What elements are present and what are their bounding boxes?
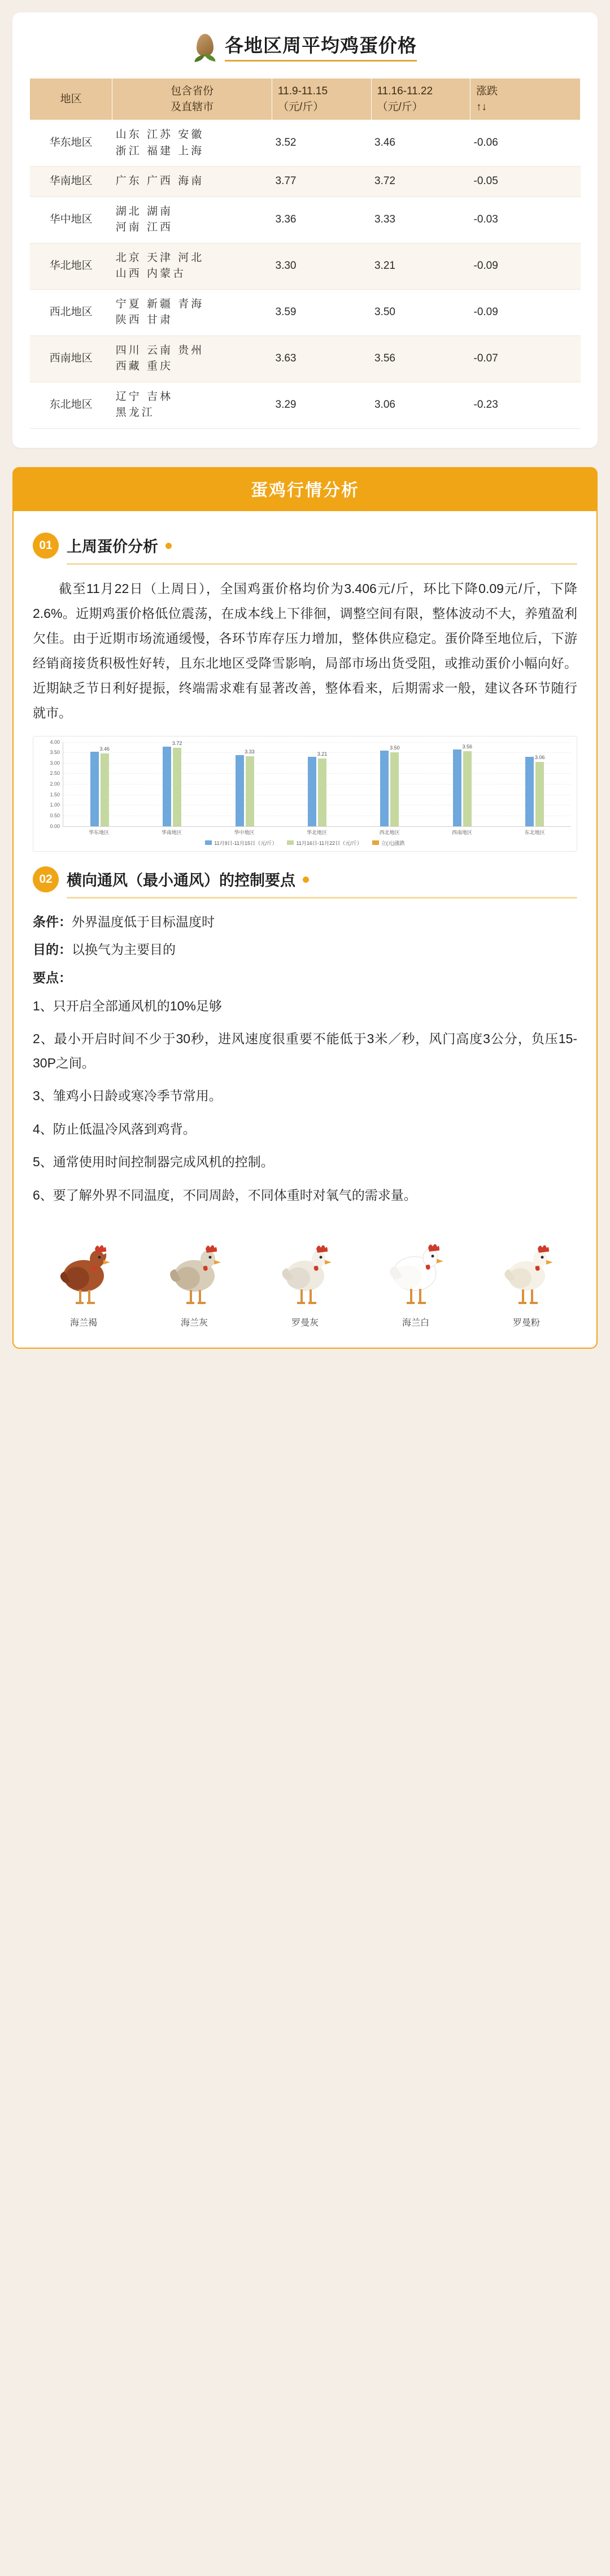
- price-table-card: [12, 12, 598, 448]
- cell-provinces-line2: 西藏 重庆: [115, 360, 173, 373]
- y-tick-label: 0.00: [50, 823, 60, 829]
- section-banner-wrap: [12, 467, 598, 511]
- chart-bar: [453, 749, 461, 826]
- chart-x-label: 华北地区: [307, 829, 328, 835]
- y-tick-label: 3.50: [50, 749, 60, 756]
- cell-price-week2: 3.72: [371, 167, 470, 197]
- points-list: [33, 994, 577, 1208]
- block-title: 上周蛋价分析: [67, 534, 175, 556]
- block-heading-01: [33, 533, 577, 559]
- y-tick-label: 4.00: [50, 739, 60, 745]
- purpose-key: 目的：: [33, 942, 72, 957]
- cell-provinces-line1: 广东 广西 海南: [115, 175, 204, 188]
- chicken-roman-pink-icon: [493, 1232, 560, 1311]
- y-tick-label: 2.00: [50, 781, 60, 787]
- list-item: 5、通常使用时间控制器完成风机的控制。: [33, 1154, 274, 1170]
- breed-name: 海兰白: [402, 1318, 429, 1328]
- cell-price-week1: 3.63: [272, 335, 372, 382]
- cell-provinces-line1: 辽宁 吉林: [115, 390, 173, 403]
- cell-change: -0.23: [470, 382, 581, 428]
- cell-provinces-line1: 山东 江苏 安徽: [115, 129, 204, 141]
- chart-bar-group: [354, 742, 426, 826]
- condition-line: [33, 910, 577, 935]
- list-item: 4、防止低温冷风落到鸡背。: [33, 1121, 196, 1136]
- legend-item: [205, 839, 277, 847]
- cell-change: -0.03: [470, 197, 581, 243]
- col-header-week1-unit: （元/斤）: [278, 101, 324, 113]
- analysis-card: [12, 511, 598, 1349]
- cell-change: -0.06: [470, 120, 581, 167]
- table-row: [30, 243, 581, 289]
- cell-price-week2: 3.33: [371, 197, 470, 243]
- y-tick-label: 1.00: [50, 802, 60, 808]
- chart-bar: [534, 754, 545, 826]
- price-table: [29, 78, 581, 429]
- chicken-icon: [35, 1226, 132, 1311]
- cell-provinces: [112, 243, 272, 289]
- chart-legend: [39, 839, 571, 848]
- list-item: 3、雏鸡小日龄或寒冷季节常用。: [33, 1088, 222, 1104]
- breed-name: 罗曼粉: [512, 1318, 540, 1328]
- cell-change: -0.05: [470, 167, 581, 197]
- chart-bar: [172, 740, 182, 826]
- table-row: [30, 289, 581, 335]
- cell-region: 东北地区: [30, 382, 112, 428]
- breed-item: [35, 1226, 132, 1328]
- block-number-badge: 01: [33, 533, 59, 559]
- chart-bar-group: [63, 742, 136, 826]
- condition-key: 条件：: [33, 914, 72, 929]
- y-tick-label: 1.50: [50, 791, 60, 797]
- cell-change: -0.09: [470, 243, 581, 289]
- chart-x-label: 西南地区: [452, 829, 473, 835]
- cell-price-week2: 3.21: [371, 243, 470, 289]
- breed-gallery: [33, 1226, 577, 1328]
- y-tick-label: 3.00: [50, 760, 60, 766]
- egg-icon: [193, 33, 217, 63]
- chart-bar-group: [136, 742, 208, 826]
- chicken-roman-grey-icon: [271, 1232, 339, 1311]
- chart-bar-value: 3.21: [317, 751, 328, 757]
- chart-x-label: 东北地区: [524, 829, 545, 835]
- page-root: [0, 12, 610, 2576]
- col-header-provinces-line1: 包含省份: [171, 85, 214, 97]
- chart-x-label: 华南地区: [161, 829, 182, 835]
- page-title-row: [29, 27, 581, 78]
- chicken-hyline-white-icon: [382, 1232, 450, 1311]
- chart-bar: [317, 751, 328, 826]
- cell-provinces-line1: 四川 云南 贵州: [115, 344, 204, 356]
- cell-price-week2: 3.46: [371, 120, 470, 167]
- cell-region: 华北地区: [30, 243, 112, 289]
- chart-bar: [380, 751, 389, 826]
- legend-item: [287, 839, 361, 847]
- table-row: [30, 382, 581, 428]
- chart-bar: [525, 757, 534, 826]
- chart-bar: [236, 755, 244, 826]
- page-title: 各地区周平均鸡蛋价格: [225, 34, 417, 62]
- chart-x-labels: [63, 829, 571, 836]
- chart-x-label: 华东地区: [89, 829, 110, 835]
- points-key: 要点：: [33, 970, 72, 985]
- purpose-value: 以换气为主要目的: [72, 942, 176, 957]
- chart-x-label: 华中地区: [234, 829, 255, 835]
- cell-provinces-line1: 北京 天津 河北: [115, 251, 204, 264]
- list-item: 1、只开启全部通风机的10%足够: [33, 998, 222, 1013]
- cell-provinces-line2: 山西 内蒙古: [115, 268, 186, 280]
- breed-item: [478, 1226, 575, 1328]
- chicken-icon: [146, 1226, 243, 1311]
- chicken-hyline-brown-icon: [50, 1232, 117, 1311]
- y-tick-label: 0.50: [50, 812, 60, 818]
- section-banner: 蛋鸡行情分析: [12, 467, 598, 511]
- breed-item: [146, 1226, 243, 1328]
- table-row: [30, 167, 581, 197]
- chart-bar-group: [281, 742, 353, 826]
- cell-region: 华东地区: [30, 120, 112, 167]
- cell-change: -0.07: [470, 335, 581, 382]
- block-heading-02: [33, 866, 577, 892]
- block-title: 横向通风（最小通风）的控制要点: [67, 868, 312, 890]
- chart-bar-value: 3.33: [245, 748, 255, 755]
- cell-region: 华南地区: [30, 167, 112, 197]
- col-header-week1: [272, 79, 372, 120]
- cell-price-week1: 3.59: [272, 289, 372, 335]
- chart-plot-area: [50, 739, 571, 829]
- cell-provinces: [112, 167, 272, 197]
- cell-price-week2: 3.50: [371, 289, 470, 335]
- cell-region: 华中地区: [30, 197, 112, 243]
- block-number-badge: 02: [33, 866, 59, 892]
- table-row: [30, 197, 581, 243]
- legend-label: 立(元)涨跌: [381, 840, 405, 846]
- chicken-icon: [478, 1226, 575, 1311]
- cell-provinces-line2: 河南 江西: [115, 221, 173, 234]
- cell-region: 西南地区: [30, 335, 112, 382]
- condition-value: 外界温度低于目标温度时: [72, 914, 215, 929]
- cell-price-week1: 3.36: [272, 197, 372, 243]
- chart-bar: [462, 743, 473, 826]
- col-header-change-unit: ↑↓: [476, 101, 487, 113]
- chart-bar: [308, 757, 316, 826]
- breed-name: 海兰灰: [181, 1318, 208, 1328]
- cell-provinces: [112, 120, 272, 167]
- cell-provinces-line1: 宁夏 新疆 青海: [115, 298, 204, 310]
- y-tick-label: 2.50: [50, 770, 60, 777]
- table-row: [30, 335, 581, 382]
- chart-bar: [245, 748, 255, 826]
- chart-bar: [390, 745, 400, 826]
- legend-label: 11月9日-11月15日（元/斤）: [214, 840, 277, 846]
- chicken-icon: [256, 1226, 354, 1311]
- chicken-icon: [367, 1226, 464, 1311]
- col-header-week2: [371, 79, 470, 120]
- cell-provinces-line2: 黑龙江: [115, 407, 155, 419]
- cell-provinces: [112, 197, 272, 243]
- cell-provinces-line2: 陕西 甘肃: [115, 314, 173, 326]
- cell-provinces: [112, 289, 272, 335]
- breed-name: 海兰褐: [70, 1318, 98, 1328]
- list-item: 6、要了解外界不同温度，不同周龄，不同体重时对氧气的需求量。: [33, 1187, 417, 1202]
- cell-region: 西北地区: [30, 289, 112, 335]
- chart-bar: [99, 746, 110, 826]
- chart-bar: [163, 747, 171, 826]
- cell-price-week1: 3.52: [272, 120, 372, 167]
- chart-bar-value: 3.50: [390, 745, 400, 751]
- chart-bar-value: 3.06: [534, 754, 545, 760]
- cell-price-week1: 3.29: [272, 382, 372, 428]
- col-header-week2-unit: （元/斤）: [377, 101, 423, 113]
- cell-price-week1: 3.30: [272, 243, 372, 289]
- list-item: 2、最小开启时间不少于30秒，进风速度很重要不能低于3米／秒，风门高度3公分，负压15-30P之间。: [33, 1031, 577, 1070]
- cell-provinces: [112, 382, 272, 428]
- chart-bar-value: 3.72: [172, 740, 182, 746]
- cell-provinces-line1: 湖北 湖南: [115, 205, 173, 217]
- col-header-provinces: [112, 79, 272, 120]
- cell-change: -0.09: [470, 289, 581, 335]
- cell-provinces-line2: 浙江 福建 上海: [115, 145, 204, 157]
- table-row: [30, 120, 581, 167]
- chicken-hyline-grey-icon: [160, 1232, 228, 1311]
- col-header-region: 地区: [30, 79, 112, 120]
- col-header-change-label: 涨跌: [476, 85, 498, 97]
- block-paragraph-01: 截至11月22日（上周日），全国鸡蛋价格均价为3.406元/斤，环比下降0.09元/斤，下降2.6%。近期鸡蛋价格低位震荡，在成本线上下徘徊，调整空间有限，整体波动不大，养殖盈利欠佳。由于近期市场流通缓慢，各环节库存压力增加，整体供应稳定。蛋价降至地位后，下游经销商接货积极性好转，且东北地区受降雪影响，局部市场出货受阻，或推动蛋价小幅向好。近期缺乏节日利好提振，终端需求难有显著改善，整体看来，后期需求一般，建议各环节随行就市。: [33, 581, 577, 721]
- cell-provinces: [112, 335, 272, 382]
- cell-price-week1: 3.77: [272, 167, 372, 197]
- breed-name: 罗曼灰: [291, 1318, 319, 1328]
- cell-price-week2: 3.06: [371, 382, 470, 428]
- legend-item: [372, 839, 405, 847]
- col-header-change: [470, 79, 581, 120]
- table-header-row: [30, 79, 581, 120]
- block-title-underline: [67, 897, 577, 899]
- chart-bar-group: [499, 742, 571, 826]
- col-header-provinces-line2: 及直辖市: [171, 101, 214, 113]
- chart-bar-group: [426, 742, 498, 826]
- col-header-week2-range: 11.16-11.22: [377, 85, 433, 97]
- chart-bar-value: 3.46: [99, 746, 110, 752]
- purpose-line: [33, 938, 577, 962]
- legend-label: 11月16日-11月22日（元/斤）: [296, 840, 362, 846]
- chart-bar-group: [208, 742, 281, 826]
- block-title-underline: [67, 563, 577, 565]
- chart-x-label: 西北地区: [379, 829, 400, 835]
- chart-bar-groups: [63, 742, 571, 826]
- breed-item: [367, 1226, 464, 1328]
- chart-bar-value: 3.56: [462, 743, 473, 749]
- price-bar-chart: [33, 736, 577, 852]
- breed-item: [256, 1226, 354, 1328]
- col-header-week1-range: 11.9-11.15: [278, 85, 328, 97]
- cell-price-week2: 3.56: [371, 335, 470, 382]
- chart-bar: [90, 752, 99, 826]
- points-label-line: [33, 966, 577, 991]
